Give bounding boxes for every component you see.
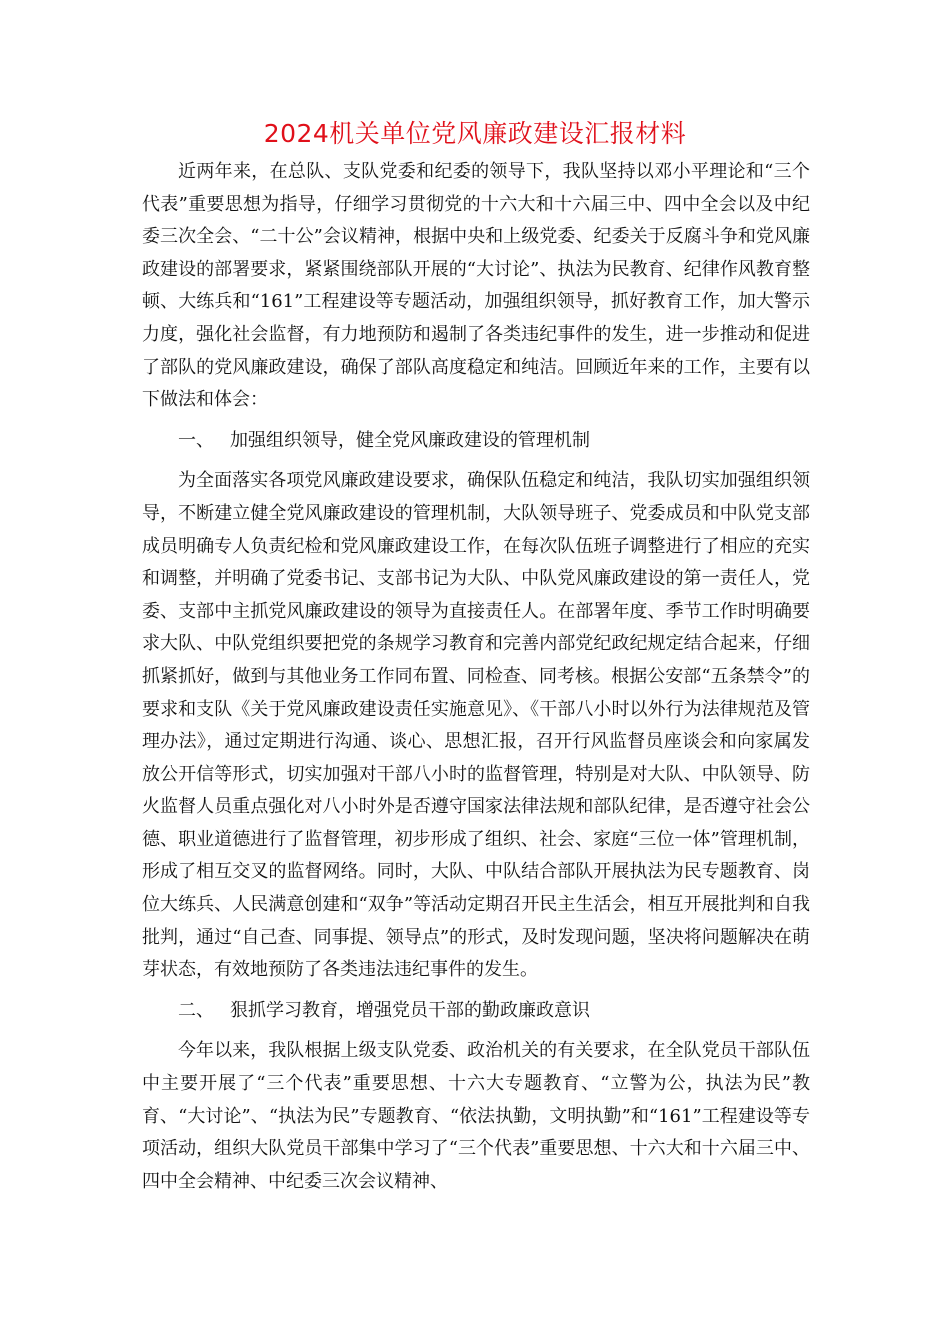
section-title-2: 狠抓学习教育，增强党员干部的勤政廉政意识 bbox=[230, 999, 590, 1021]
section-heading-1 bbox=[142, 425, 810, 458]
intro-paragraph: 近两年来，在总队、支队党委和纪委的领导下，我队坚持以邓小平理论和“三个代表”重要思想为指导，仔细学习贯彻党的十六大和十六届三中、四中全会以及中纪委三次全会、“二十公”会议精神，根据中央和上级党委、纪委关于反腐斗争和党风廉政建设的部署要求，紧紧围绕部队开展的“大讨论”、执法为民教育、纪律作风教育整顿、大练兵和“161”工程建设等专题活动，加强组织领导，抓好教育工作，加大警示力度，强化社会监督，有力地预防和遏制了各类违纪事件的发生，进一步推动和促进了部队的党风廉政建设，确保了部队高度稳定和纯洁。回顾近年来的工作，主要有以下做法和体会： bbox=[142, 161, 810, 411]
section-number-2: 二、 bbox=[178, 999, 214, 1021]
section-number-1: 一、 bbox=[178, 429, 214, 451]
section-1-paragraph: 为全面落实各项党风廉政建设要求，确保队伍稳定和纯洁，我队切实加强组织领导，不断建立健全党风廉政建设的管理机制，大队领导班子、党委成员和中队党支部成员明确专人负责纪检和党风廉政建设工作，在每次队伍班子调整进行了相应的充实和调整，并明确了党委书记、支部书记为大队、中队党风廉政建设的第一责任人，党委、支部中主抓党风廉政建设的领导为直接责任人。在部署年度、季节工作时明确要求大队、中队党组织要把党的条规学习教育和完善内部党纪政纪规定结合起来，仔细抓紧抓好，做到与其他业务工作同布置、同检查、同考核。根据公安部“五条禁令”的要求和支队《关于党风廉政建设责任实施意见》、《干部八小时以外行为法律规范及管理办法》，通过定期进行沟通、谈心、思想汇报，召开行风监督员座谈会和向家属发放公开信等形式，切实加强对干部八小时的监督管理，特别是对大队、中队领导、防火监督人员重点强化对八小时外是否遵守国家法律法规和部队纪律，是否遵守社会公德、职业道德进行了监督管理，初步形成了组织、社会、家庭“三位一体”管理机制，形成了相互交叉的监督网络。同时，大队、中队结合部队开展执法为民专题教育、岗位大练兵、人民满意创建和“双争”等活动定期召开民主生活会，相互开展批判和自我批判，通过“自己查、同事提、领导点”的形式，及时发现问题，坚决将问题解决在萌芽状态，有效地预防了各类违法违纪事件的发生。 bbox=[142, 470, 810, 981]
section-2-paragraph: 今年以来，我队根据上级支队党委、政治机关的有关要求，在全队党员干部队伍中主要开展了“三个代表”重要思想、十六大专题教育、“立警为公，执法为民”教育、“大讨论”、“执法为民”专题教育、“依法执勤，文明执勤”和“161”工程建设等专项活动，组织大队党员干部集中学习了“三个代表”重要思想、十六大和十六届三中、四中全会精神、中纪委三次会议精神、 bbox=[142, 1040, 810, 1192]
document-title: 2024机关单位党风廉政建设汇报材料 bbox=[263, 119, 687, 148]
section-title-1: 加强组织领导，健全党风廉政建设的管理机制 bbox=[230, 429, 590, 451]
section-heading-2 bbox=[142, 995, 810, 1028]
document-body bbox=[142, 156, 810, 1198]
